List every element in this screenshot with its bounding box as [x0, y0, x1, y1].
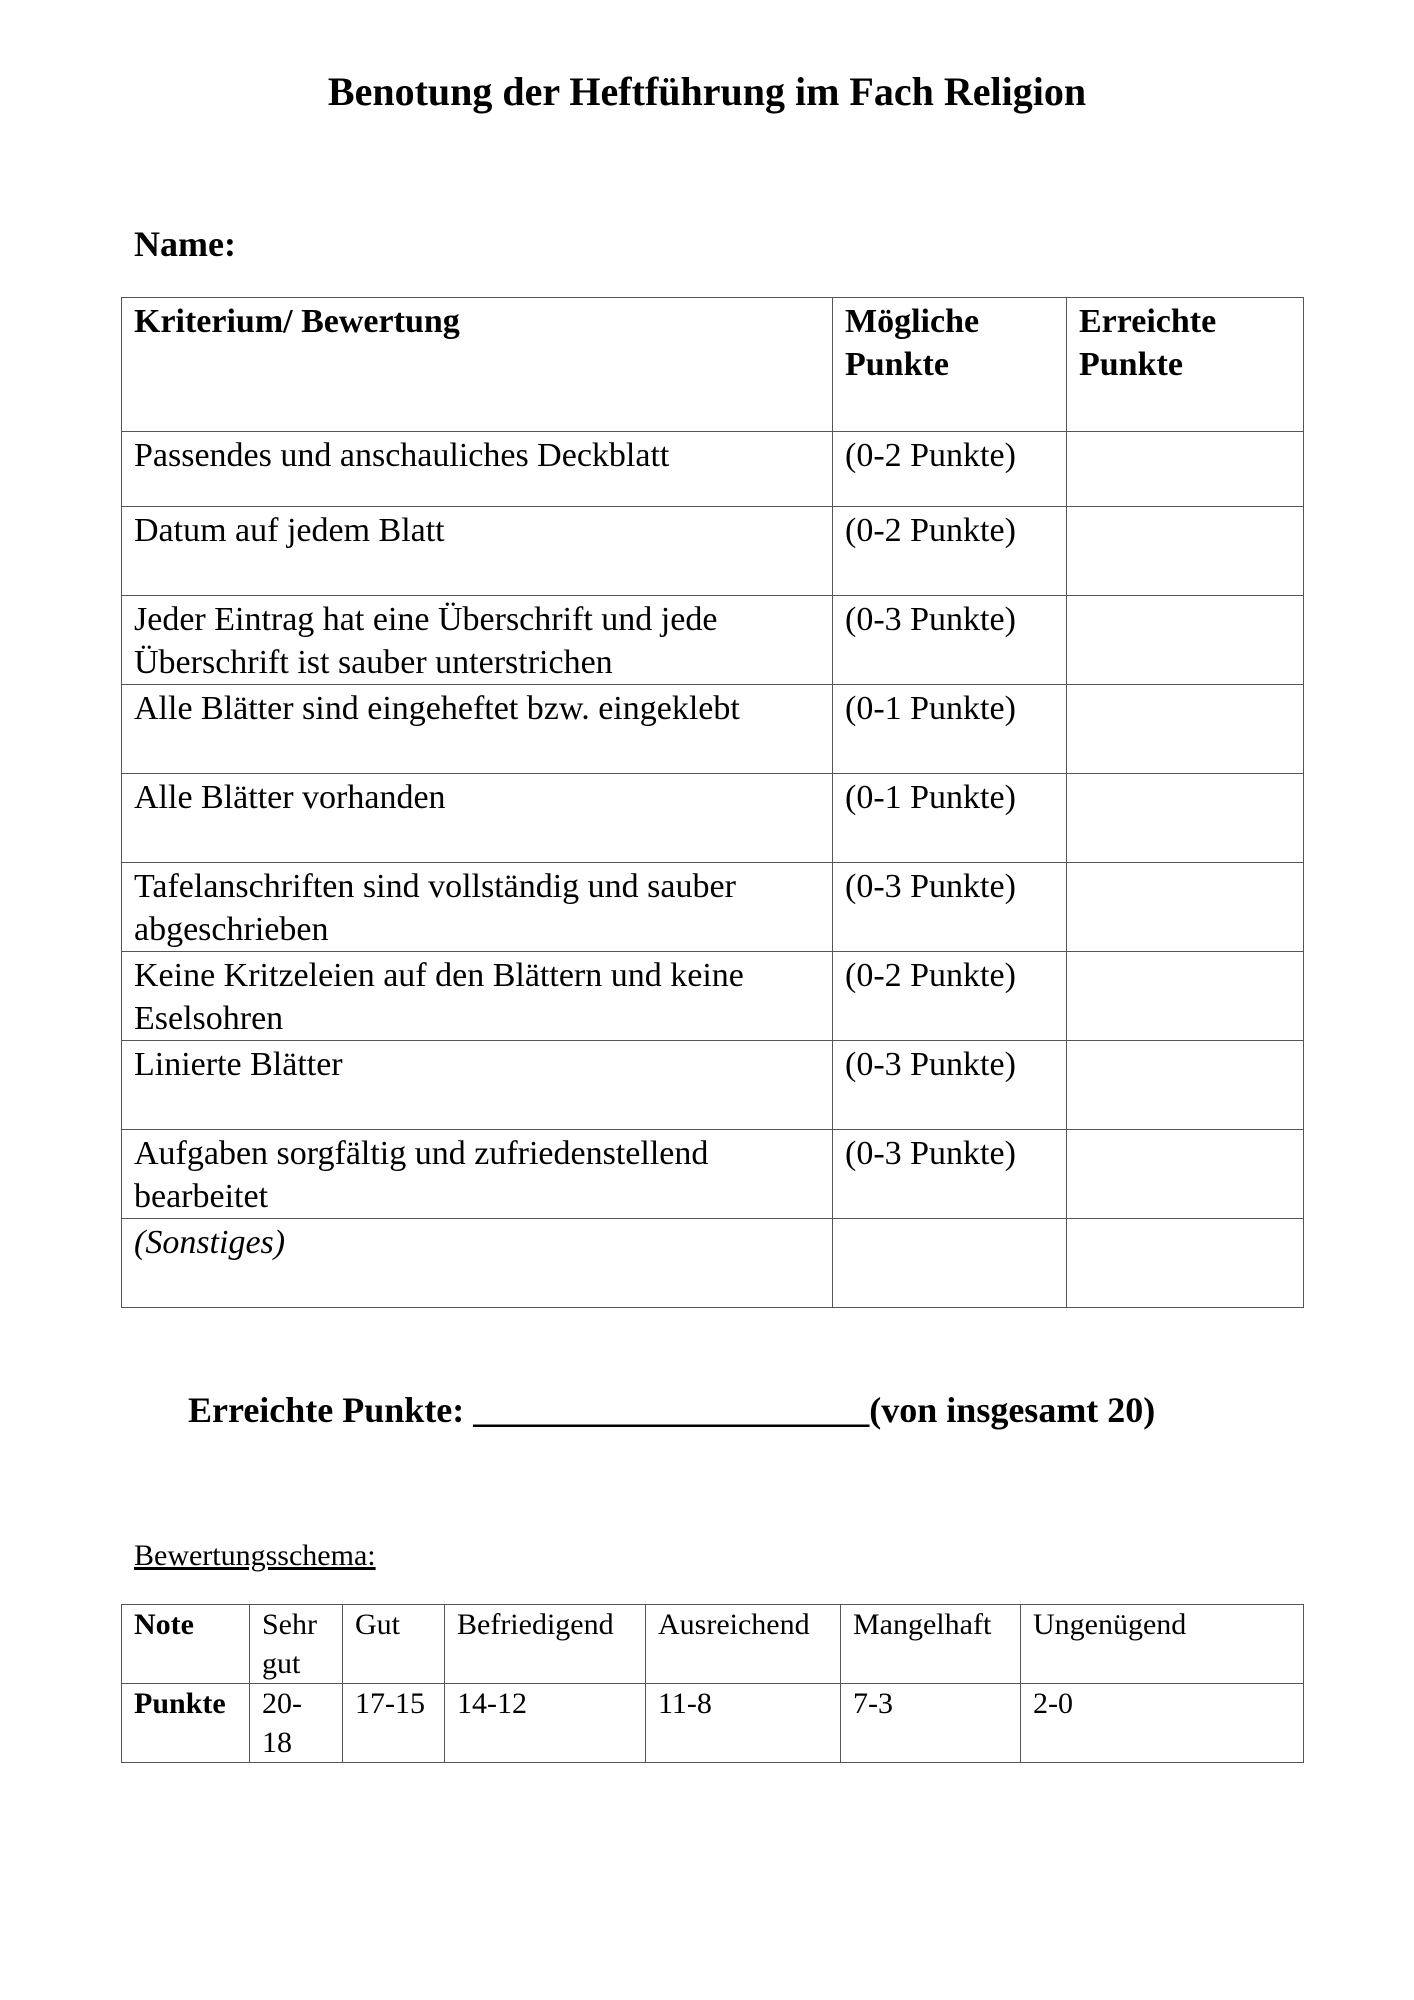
criterion-cell: Keine Kritzeleien auf den Blättern und keine Eselsohren: [122, 952, 833, 1041]
page-title: Benotung der Heftführung im Fach Religion: [327, 69, 1087, 114]
table-row: [122, 952, 1304, 1041]
total-points-label: Erreichte Punkte:: [188, 1390, 465, 1430]
table-row: [122, 1219, 1304, 1308]
table-row: [122, 863, 1304, 952]
header-possible-points: Mögliche Punkte: [833, 298, 1067, 432]
criterion-cell: Tafelanschriften sind vollständig und sauber abgeschrieben: [122, 863, 833, 952]
criterion-cell: Alle Blätter vorhanden: [122, 774, 833, 863]
criterion-cell: Jeder Eintrag hat eine Überschrift und jede Überschrift ist sauber unterstrichen: [122, 596, 833, 685]
criteria-header-row: [122, 298, 1304, 432]
grade-cell: Sehr gut: [250, 1605, 343, 1684]
criterion-cell: Aufgaben sorgfältig und zufriedenstellend bearbeitet: [122, 1130, 833, 1219]
table-row: [122, 685, 1304, 774]
possible-points-cell: (0-3 Punkte): [833, 863, 1067, 952]
total-points-line: [188, 1388, 1155, 1432]
achieved-points-cell[interactable]: [1067, 774, 1304, 863]
grade-cell: Ungenügend: [1021, 1605, 1304, 1684]
possible-points-cell: (0-2 Punkte): [833, 952, 1067, 1041]
grading-scheme-table: [121, 1604, 1304, 1763]
table-row: [122, 596, 1304, 685]
table-row: [122, 1041, 1304, 1130]
grade-cell: Gut: [343, 1605, 445, 1684]
header-achieved-points: Erreichte Punkte: [1067, 298, 1304, 432]
criterion-cell: Passendes und anschauliches Deckblatt: [122, 432, 833, 507]
header-criterion: Kriterium/ Bewertung: [122, 298, 833, 432]
points-range-cell: 20-18: [250, 1684, 343, 1763]
table-row: [122, 432, 1304, 507]
achieved-points-cell[interactable]: [1067, 1219, 1304, 1308]
points-range-cell: 17-15: [343, 1684, 445, 1763]
points-row: [122, 1684, 1304, 1763]
grading-scheme-label: Bewertungsschema:: [134, 1539, 376, 1572]
possible-points-cell: (0-3 Punkte): [833, 1041, 1067, 1130]
achieved-points-cell[interactable]: [1067, 1130, 1304, 1219]
points-range-cell: 2-0: [1021, 1684, 1304, 1763]
criterion-cell: Alle Blätter sind eingeheftet bzw. eingeklebt: [122, 685, 833, 774]
grade-row-header: Note: [122, 1605, 250, 1684]
possible-points-cell: (0-3 Punkte): [833, 1130, 1067, 1219]
table-row: [122, 774, 1304, 863]
points-range-cell: 11-8: [646, 1684, 841, 1763]
table-row: [122, 507, 1304, 596]
name-label: Name:: [134, 224, 236, 264]
table-row: [122, 1130, 1304, 1219]
achieved-points-cell[interactable]: [1067, 952, 1304, 1041]
possible-points-cell: [833, 1219, 1067, 1308]
possible-points-cell: (0-2 Punkte): [833, 507, 1067, 596]
total-points-suffix: (von insgesamt 20): [869, 1390, 1156, 1430]
grade-cell: Mangelhaft: [841, 1605, 1021, 1684]
achieved-points-cell[interactable]: [1067, 507, 1304, 596]
achieved-points-cell[interactable]: [1067, 432, 1304, 507]
possible-points-cell: (0-1 Punkte): [833, 774, 1067, 863]
points-range-cell: 14-12: [445, 1684, 646, 1763]
criterion-cell: Datum auf jedem Blatt: [122, 507, 833, 596]
achieved-points-cell[interactable]: [1067, 863, 1304, 952]
criteria-table: [121, 297, 1304, 1308]
grade-cell: Befriedigend: [445, 1605, 646, 1684]
points-range-cell: 7-3: [841, 1684, 1021, 1763]
possible-points-cell: (0-2 Punkte): [833, 432, 1067, 507]
possible-points-cell: (0-1 Punkte): [833, 685, 1067, 774]
criterion-cell: (Sonstiges): [122, 1219, 833, 1308]
total-points-blank[interactable]: ______________________: [473, 1390, 870, 1430]
points-row-header: Punkte: [122, 1684, 250, 1763]
possible-points-cell: (0-3 Punkte): [833, 596, 1067, 685]
achieved-points-cell[interactable]: [1067, 596, 1304, 685]
achieved-points-cell[interactable]: [1067, 685, 1304, 774]
achieved-points-cell[interactable]: [1067, 1041, 1304, 1130]
grade-cell: Ausreichend: [646, 1605, 841, 1684]
grade-row: [122, 1605, 1304, 1684]
criterion-cell: Linierte Blätter: [122, 1041, 833, 1130]
